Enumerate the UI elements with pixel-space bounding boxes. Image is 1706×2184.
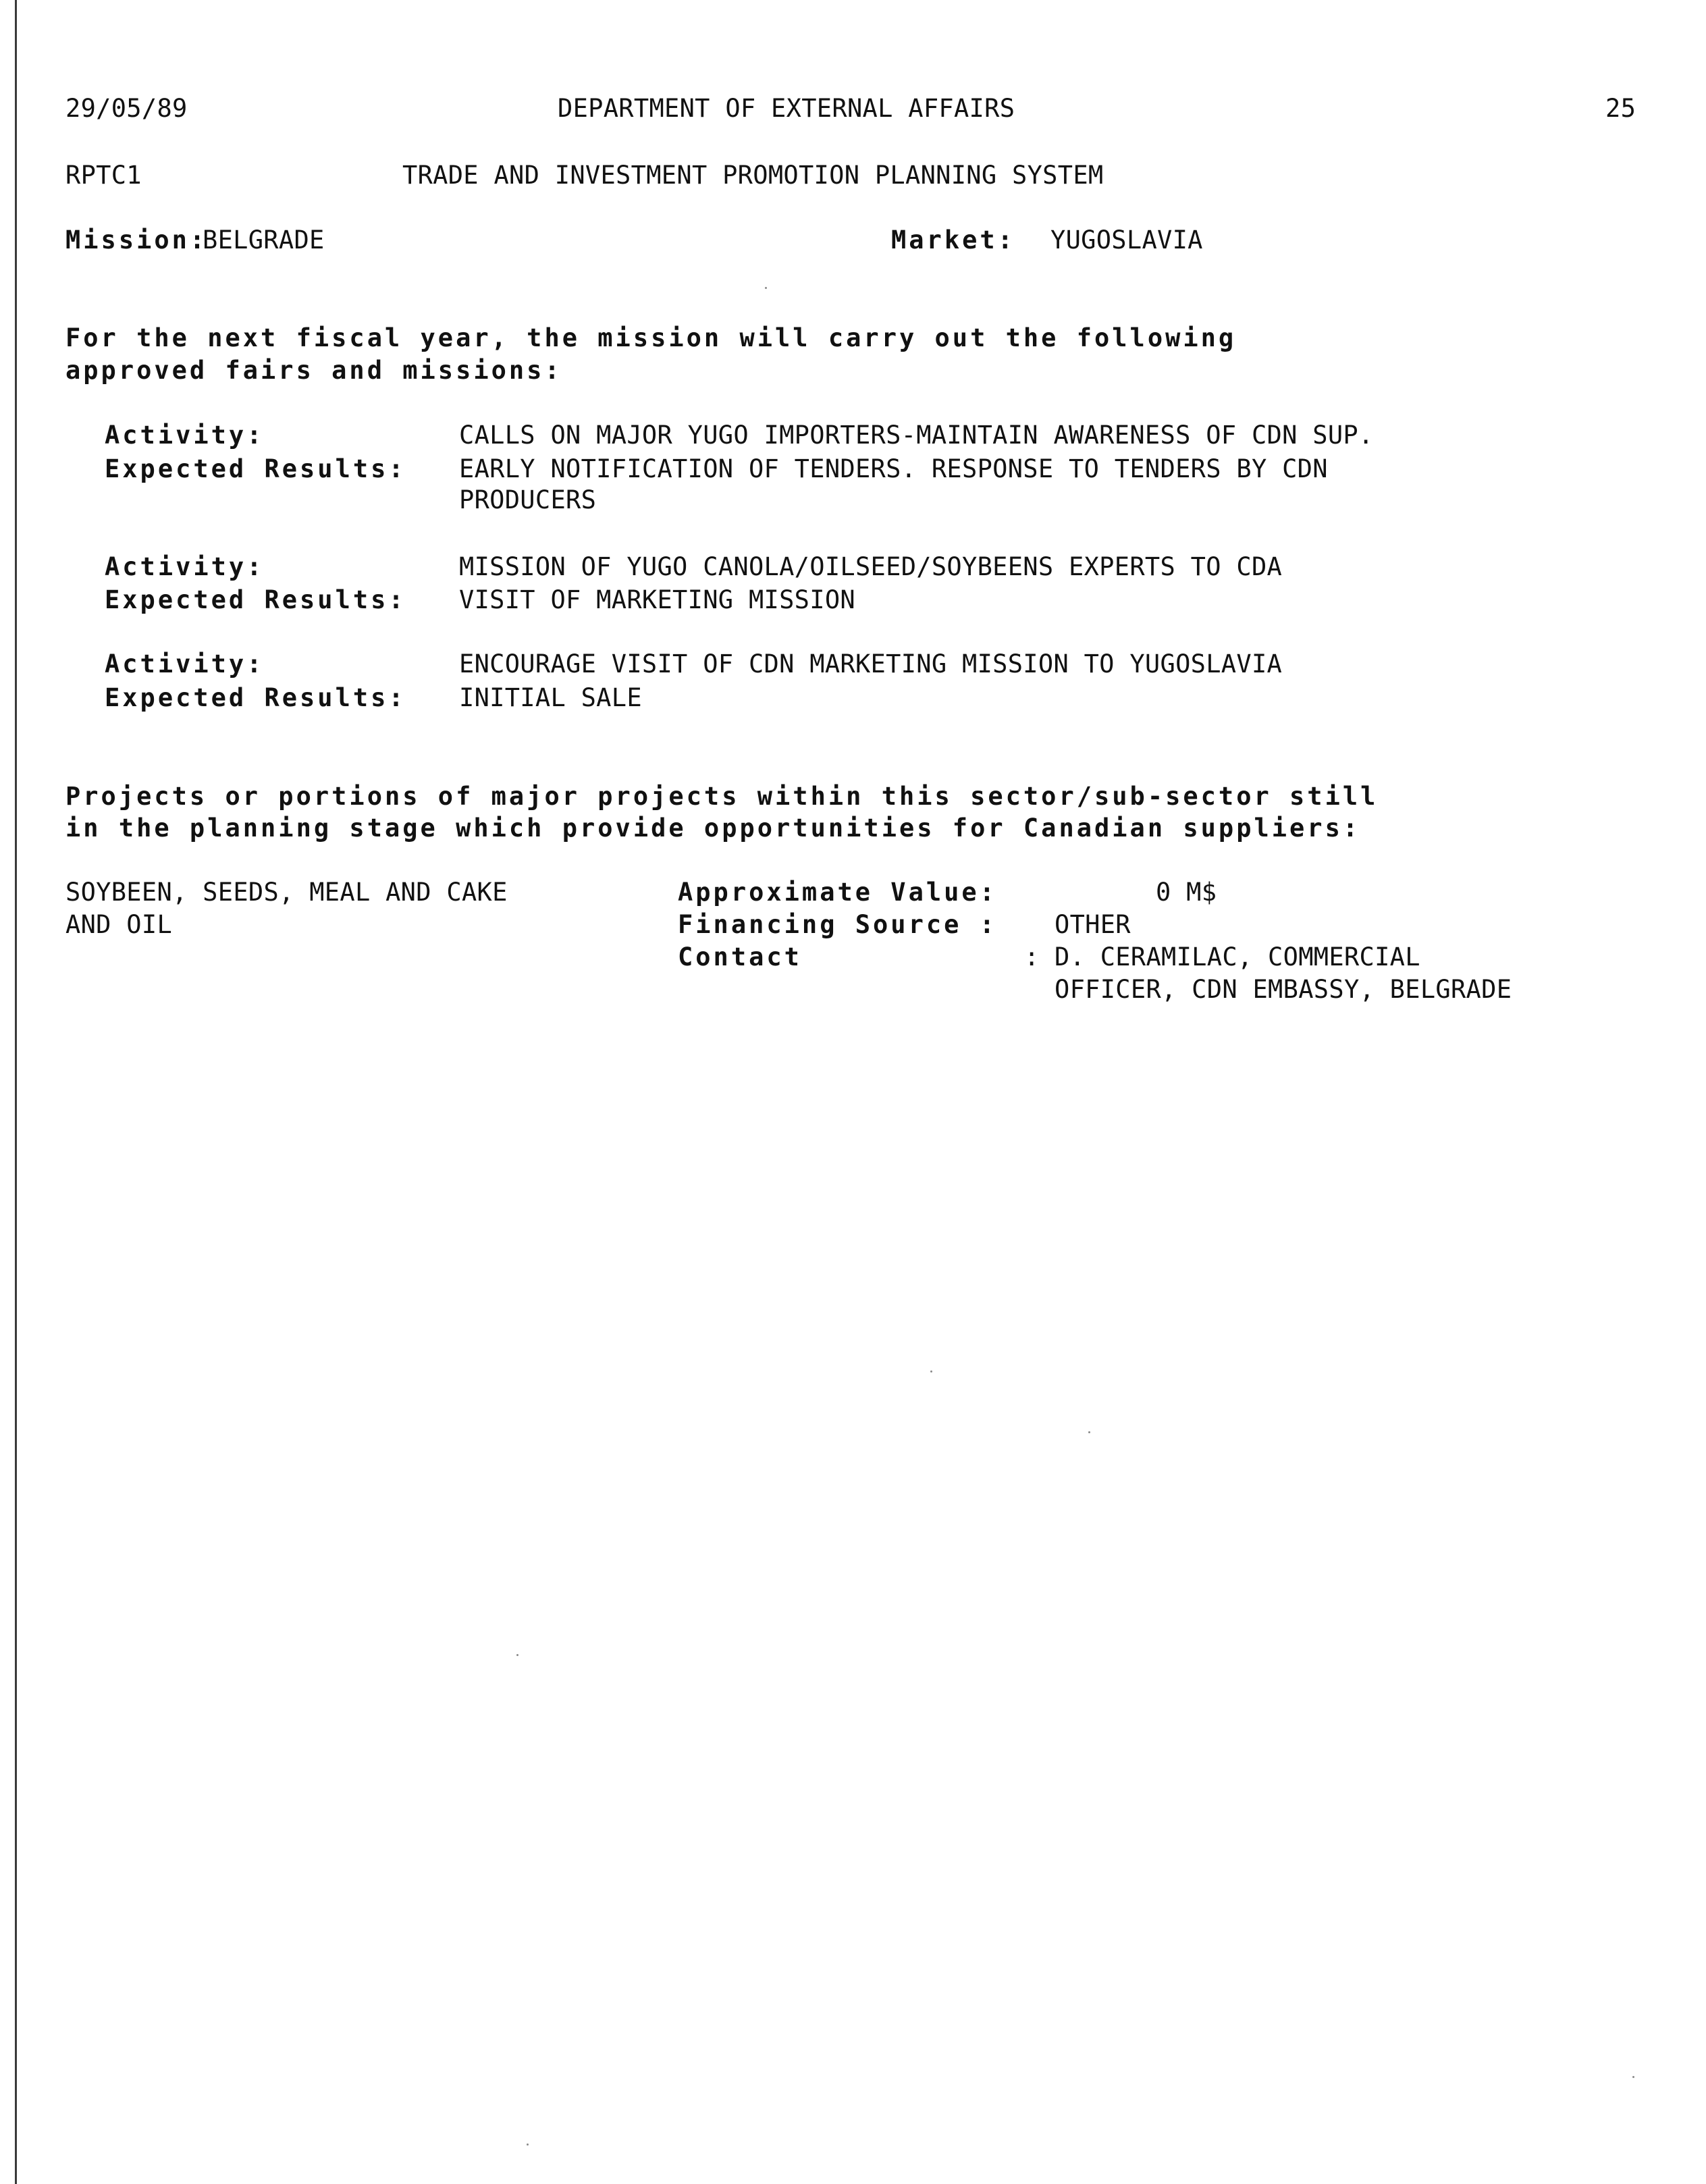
activity-3-label: Activity: (105, 649, 265, 678)
financing-source-label: Financing Source : (678, 910, 997, 939)
scan-speck (1632, 2076, 1634, 2078)
report-date: 29/05/89 (65, 94, 188, 123)
activity-2-label: Activity: (105, 552, 265, 581)
contact-line-2: OFFICER, CDN EMBASSY, BELGRADE (1055, 975, 1512, 1004)
market-value: YUGOSLAVIA (1050, 225, 1203, 255)
system-title: TRADE AND INVESTMENT PROMOTION PLANNING SYSTEM (402, 161, 1104, 190)
projects-intro-line-2: in the planning stage which provide opportunities for Canadian suppliers: (65, 814, 1361, 843)
activity-3-results-label: Expected Results: (105, 683, 406, 712)
scan-speck (765, 287, 767, 289)
activity-1-label: Activity: (105, 421, 265, 450)
activity-2-results-label: Expected Results: (105, 585, 406, 614)
project-name-line-2: AND OIL (65, 910, 173, 939)
scan-speck (1088, 1431, 1090, 1433)
approximate-value-label: Approximate Value: (678, 878, 997, 907)
intro-line-1: For the next fiscal year, the mission will carry out the following (65, 323, 1237, 352)
contact-line-1: D. CERAMILAC, COMMERCIAL (1055, 942, 1420, 971)
activity-2-results-line-1: VISIT OF MARKETING MISSION (459, 585, 855, 614)
report-id: RPTC1 (65, 161, 142, 190)
activity-3-results-line-1: INITIAL SALE (459, 683, 642, 712)
page-number: 25 (1605, 94, 1636, 123)
mission-value: BELGRADE (203, 225, 325, 255)
contact-colon: : (1024, 942, 1040, 971)
financing-source-value: OTHER (1055, 910, 1131, 939)
activity-1-results-line-1: EARLY NOTIFICATION OF TENDERS. RESPONSE TO TENDERS BY CDN (459, 454, 1328, 483)
activity-3-value: ENCOURAGE VISIT OF CDN MARKETING MISSION TO YUGOSLAVIA (459, 649, 1283, 678)
project-name-line-1: SOYBEEN, SEEDS, MEAL AND CAKE (65, 878, 508, 907)
activity-2-value: MISSION OF YUGO CANOLA/OILSEED/SOYBEENS EXPERTS TO CDA (459, 552, 1283, 581)
contact-label: Contact (678, 942, 802, 971)
projects-intro-line-1: Projects or portions of major projects within this sector/sub-sector still (65, 782, 1379, 811)
scan-speck (527, 2143, 529, 2146)
market-label: Market: (891, 225, 1015, 255)
scan-speck (516, 1654, 518, 1656)
mission-label: Mission: (65, 225, 208, 255)
department-title: DEPARTMENT OF EXTERNAL AFFAIRS (558, 94, 1015, 123)
intro-line-2: approved fairs and missions: (65, 356, 562, 385)
scan-speck (930, 1370, 932, 1373)
activity-1-results-label: Expected Results: (105, 454, 406, 483)
activity-1-value: CALLS ON MAJOR YUGO IMPORTERS-MAINTAIN AWARENESS OF CDN SUP. (459, 421, 1374, 450)
activity-1-results-line-2: PRODUCERS (459, 485, 597, 514)
approximate-value: 0 M$ (1156, 878, 1217, 907)
